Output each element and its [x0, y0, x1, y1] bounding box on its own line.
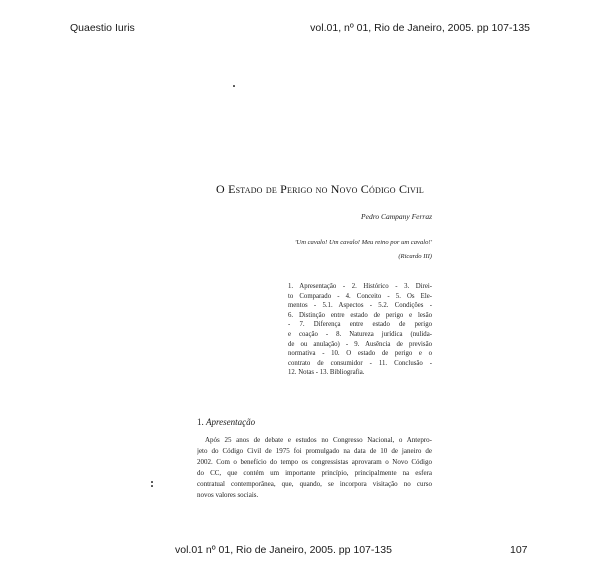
body-line: jeto do Código Civil de 1975 foi promulgado na data de 10 de janeiro de [197, 447, 432, 455]
body-line: Após 25 anos de debate e estudos no Congresso Nacional, o Antepro- [205, 436, 432, 444]
summary-line: 6. Distinção entre estado de perigo e lesão [288, 311, 432, 319]
body-line: do CC, que contém um importante princípio, principalmente na esfera [197, 469, 432, 477]
stray-mark [151, 485, 153, 487]
footer-citation: vol.01 nº 01, Rio de Janeiro, 2005. pp 107-135 [175, 544, 392, 556]
summary-line: mentos - 5.1. Aspectos - 5.2. Condições - [288, 302, 432, 310]
article-title: O Estado de Perigo no Novo Código Civil [216, 182, 424, 196]
summary-line: de ou anulação) - 9. Ausência de previsão [288, 340, 432, 348]
body-line: contratual contemporânea, que, quando, se incorpora visitação no curso [197, 480, 432, 488]
summary-line: - 7. Diferença entre estado de perigo [288, 321, 432, 329]
epigraph-quote: 'Um cavalo! Um cavalo! Meu reino por um cavalo!' [295, 239, 432, 246]
page-number: 107 [510, 544, 528, 556]
epigraph-source: (Ricardo III) [398, 253, 432, 260]
section-number: 1. [197, 417, 204, 427]
article-author: Pedro Campany Ferraz [361, 212, 432, 221]
body-line: 2002. Com o benefício do tempo os congressistas aprovaram o Novo Código [197, 458, 432, 466]
section-body [197, 435, 432, 501]
stray-mark [233, 85, 235, 87]
summary-line: contrato de consumidor - 11. Conclusão - [288, 359, 432, 367]
summary-line: normativa - 10. O estado de perigo e o [288, 350, 432, 358]
section-title: Apresentação [206, 417, 256, 427]
running-head-citation: vol.01, nº 01, Rio de Janeiro, 2005. pp 107-135 [310, 22, 530, 34]
summary-line: 12. Notas - 13. Bibliografia. [288, 369, 365, 377]
summary-line: to Comparado - 4. Conceito - 5. Os Ele- [288, 292, 432, 300]
summary-block [288, 282, 432, 378]
running-head-journal: Quaestio Iuris [70, 22, 135, 34]
body-line: novos valores sociais. [197, 491, 259, 499]
summary-line: 1. Apresentação - 2. Histórico - 3. Direi- [288, 283, 432, 290]
summary-line: e coação - 8. Natureza jurídica (nulida- [288, 330, 432, 338]
stray-mark [151, 481, 153, 483]
section-heading [197, 417, 255, 427]
